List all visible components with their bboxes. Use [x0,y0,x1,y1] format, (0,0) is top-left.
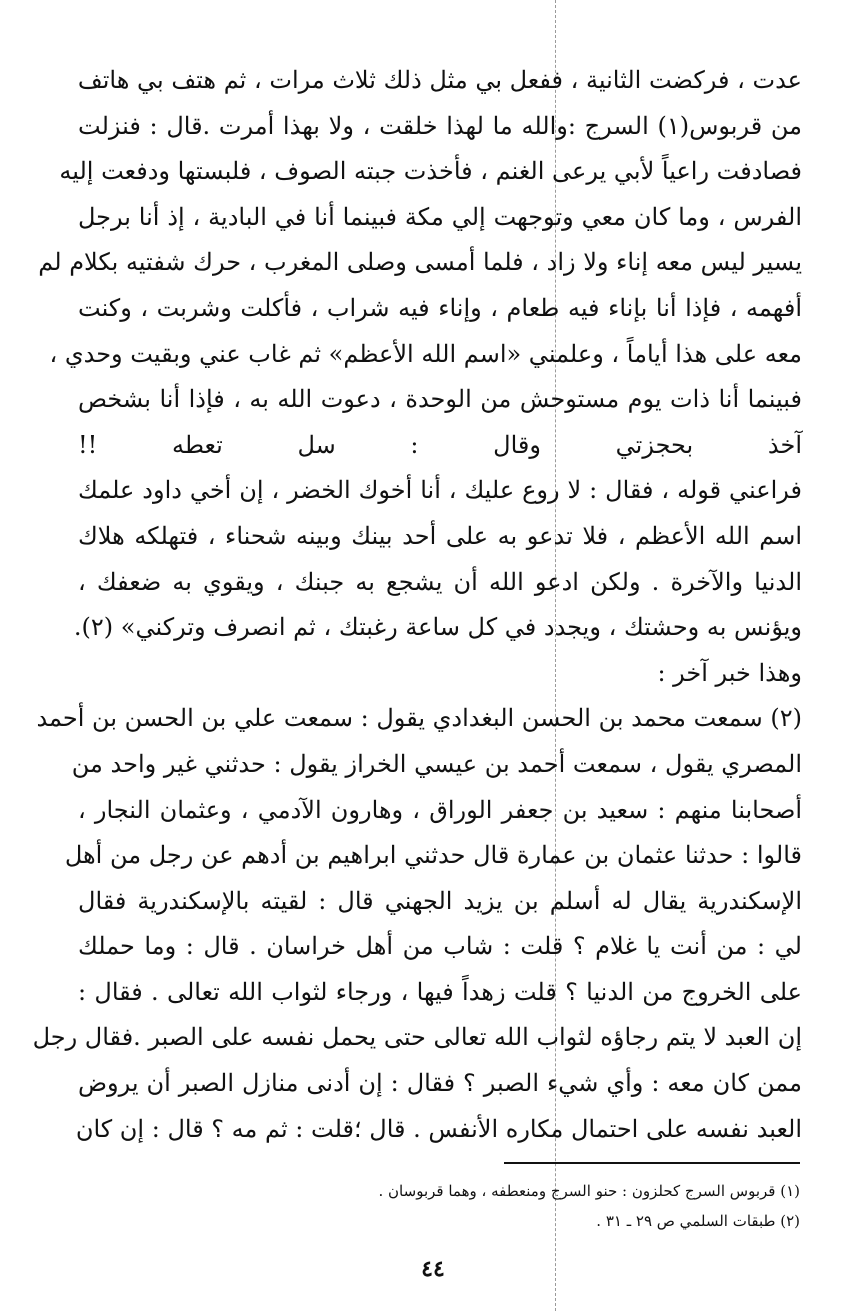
text-line: من قربوس(١) السرج :والله ما لهذا خلقت ، ولا بهذا أمرت .قال : فنزلت [78,111,802,140]
text-line: وهذا خبر آخر : [657,658,802,687]
text-line: ممن كان معه : وأي شيء الصبر ؟ فقال : إن أدنى منازل الصبر أن يروض [78,1069,802,1098]
text-line: (٢) سمعت محمد بن الحسن البغدادي يقول : سمعت علي بن الحسن بن أحمد [36,704,802,733]
text-line: المصري يقول ، سمعت أحمد بن عيسي الخراز يقول : حدثني غير واحد من [71,749,802,778]
text-line: لي : من أنت يا غلام ؟ قلت : شاب من أهل خراسان . قال : وما حملك [78,932,802,961]
text-line: عدت ، فركضت الثانية ، ففعل بي مثل ذلك ثلاث مرات ، ثم هتف بي هاتف [77,66,802,94]
footnote-1: (١) قربوس السرج كحلزون : حنو السرج ومنعطفه ، وهما قربوسان . [378,1182,800,1200]
text-line: الإسكندرية يقال له أسلم بن يزيد الجهني قال : لقيته بالإسكندرية فقال [78,886,803,915]
text-line: العبد نفسه على احتمال مكاره الأنفس . قال ؛قلت : ثم مه ؟ قال : إن كان [75,1114,802,1143]
text-line: الفرس ، وما كان معي وتوجهت إلي مكة فبينما أنا في البادية ، إذ أنا برجل [78,202,802,231]
text-line: أفهمه ، فإذا أنا بإناء فيه طعام ، وإناء فيه شراب ، فأكلت وشربت ، وكنت [78,293,802,322]
footnote-divider [504,1162,800,1164]
text-line: قالوا : حدثنا عثمان بن عمارة قال حدثني ابراهيم بن أدهم عن رجل من أهل [64,841,802,870]
text-line: فبينما أنا ذات يوم مستوحش من الوحدة ، دعوت الله به ، فإذا أنا بشخص [78,385,802,414]
text-line: الدنيا والآخرة . ولكن ادعو الله أن يشجع به جبنك ، ويقوي به ضعفك ، [78,567,802,596]
text-line: إن العبد لا يتم رجاؤه لثواب الله تعالى حتى يحمل نفسه على الصبر .فقال رجل [32,1023,802,1052]
text-line: على الخروج من الدنيا ؟ قلت زهداً فيها ، ورجاء لثواب الله تعالى . فقال : [78,977,802,1006]
main-text [32,58,803,1152]
text-line: اسم الله الأعظم ، فلا تدعو به على أحد بينك وبينه شحناء ، فتهلكه هلاك [78,521,803,550]
text-line: يسير ليس معه إناء ولا زاد ، فلما أمسى وصلى المغرب ، حرك شفتيه بكلام لم [38,248,802,277]
text-line: ويؤنس به وحشتك ، ويجدد في كل ساعة رغبتك ، ثم انصرف وتركني» (٢). [73,613,802,642]
footnotes [300,1176,800,1236]
text-line: فصادفت راعياً لأبي يرعى الغنم ، فأخذت جبته الصوف ، فلبستها ودفعت إليه [59,157,802,186]
text-line: آخذ بحجزتي وقال : سل تعطه !! [78,430,802,459]
footnote-2: (٢) طبقات السلمي ص ٢٩ ـ ٣١ . [596,1212,800,1230]
text-line: أصحابنا منهم : سعيد بن جعفر الوراق ، وهارون الآدمي ، وعثمان النجار ، [78,795,802,824]
page-number: ٤٤ [421,1256,445,1282]
text-line: معه على هذا أياماً ، وعلمني «اسم الله الأعظم» ثم غاب عني وبقيت وحدي ، [49,339,802,368]
text-line: فراعني قوله ، فقال : لا روع عليك ، أنا أخوك الخضر ، إن أخي داود علمك [78,476,802,505]
